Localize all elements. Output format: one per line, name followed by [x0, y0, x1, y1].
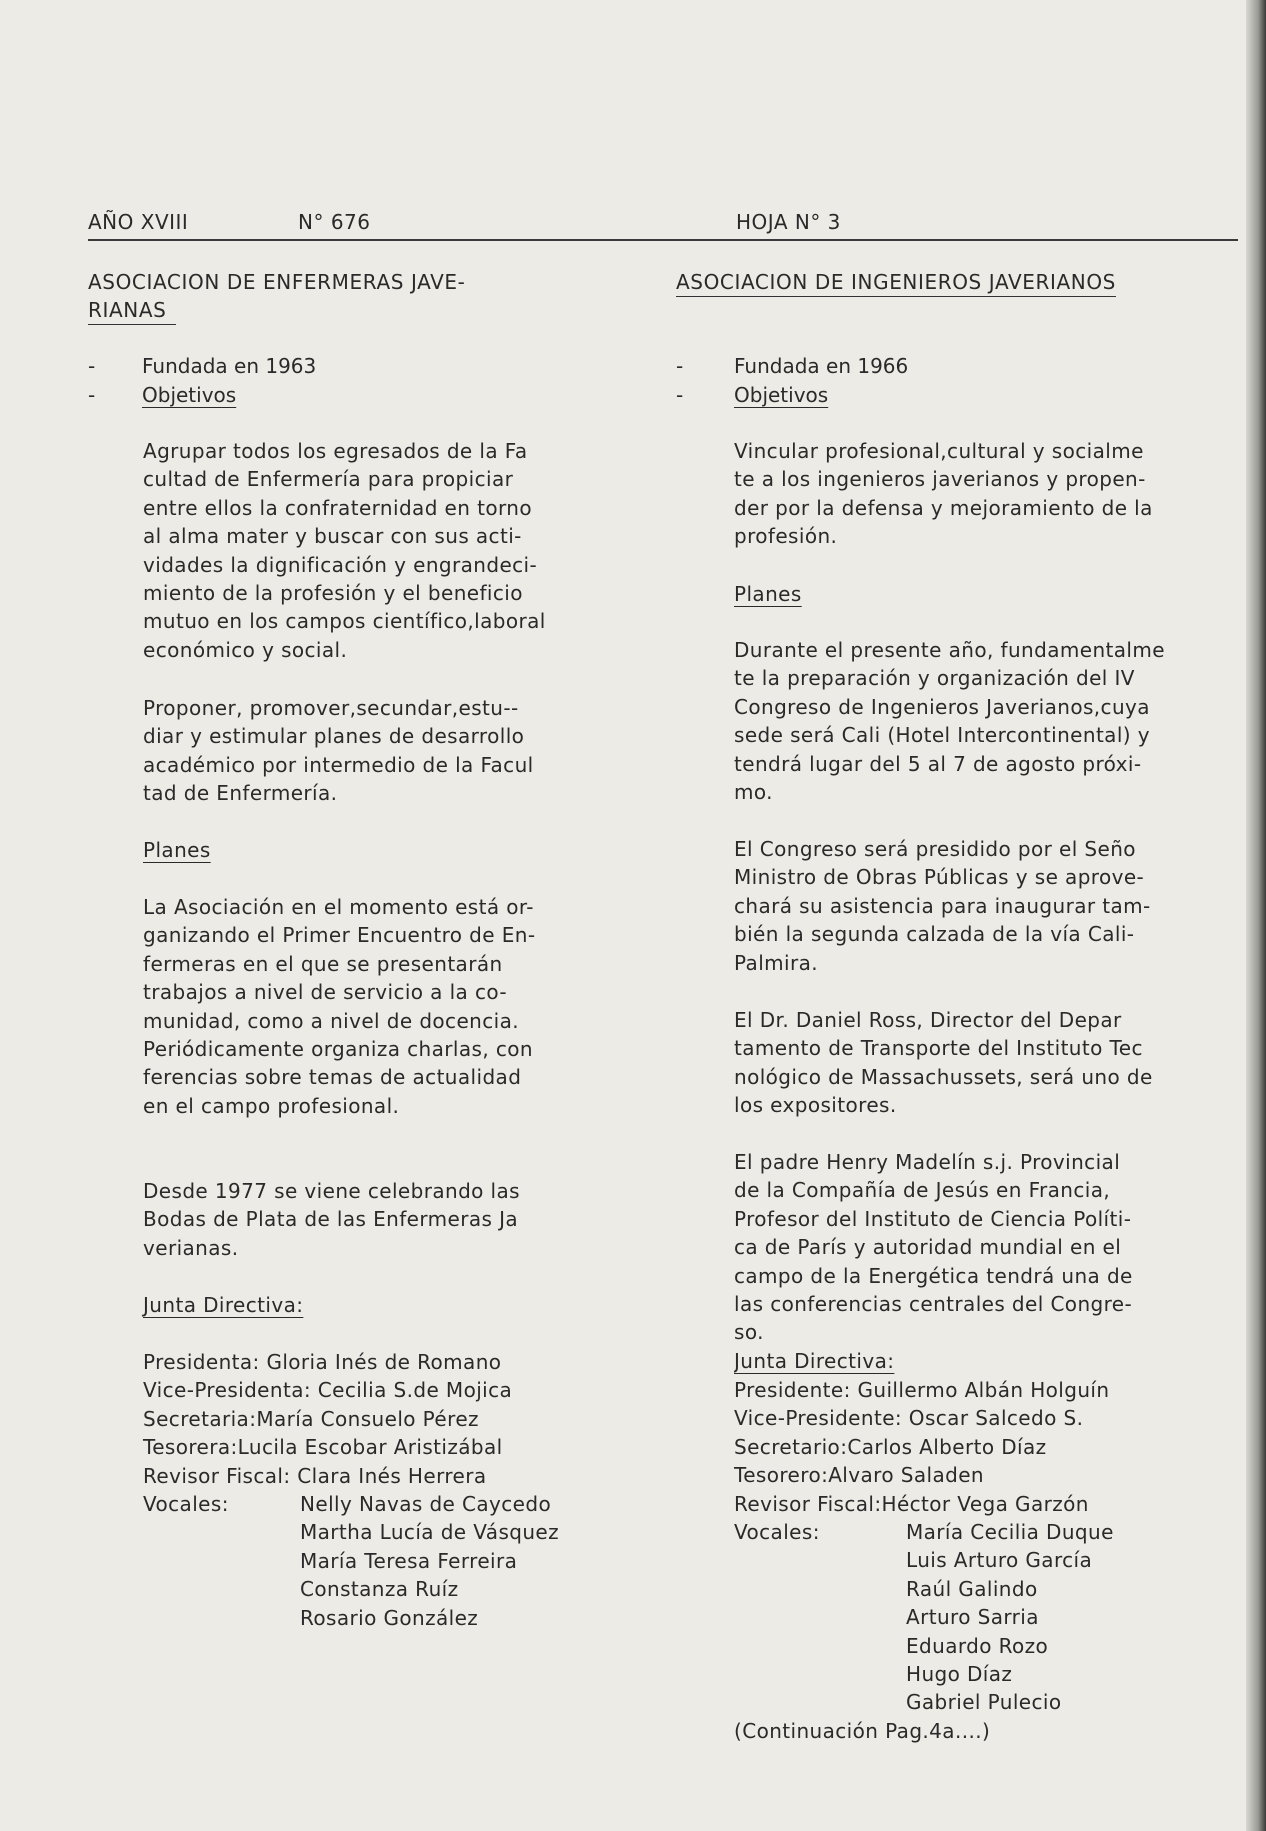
left-vocales-row — [143, 1490, 683, 1518]
right-plans-label: Planes — [734, 582, 802, 606]
right-p4-line: El Dr. Daniel Ross, Director del Depar — [734, 1008, 1122, 1032]
header-number: N° 676 — [298, 210, 371, 234]
left-p4-line: Periódicamente organiza charlas, con — [143, 1037, 533, 1061]
right-p5-line: Profesor del Instituto de Ciencia Políti- — [734, 1206, 1132, 1231]
right-board-member: Tesorero:Alvaro Saladen — [734, 1463, 984, 1488]
right-founded-dash: - — [676, 354, 684, 378]
right-vocales-row — [734, 1632, 1254, 1660]
left-p1-line: Agrupar todos los egresados de la Fa — [143, 439, 528, 463]
right-vocales-row — [734, 1603, 1254, 1631]
left-p3-line: fermeras en el que se presentarán — [143, 951, 503, 976]
left-vocales-row — [143, 1518, 683, 1546]
left-vocal: María Teresa Ferreira — [300, 1548, 518, 1573]
right-board-member: Secretario:Carlos Alberto Díaz — [734, 1434, 1047, 1459]
right-board-member: Revisor Fiscal:Héctor Vega Garzón — [734, 1491, 1089, 1516]
right-p2-line: sede será Cali (Hotel Intercontinental) y — [734, 723, 1150, 748]
left-title-line2: RIANAS — [88, 296, 176, 325]
right-paragraph-3 — [734, 835, 1254, 977]
left-title-line1: ASOCIACION DE ENFERMERAS JAVE- — [88, 270, 466, 294]
left-objectives-label: Objetivos — [142, 383, 237, 407]
right-p2-line: te la preparación y organización del IV — [734, 666, 1135, 691]
right-p3-line: chará su asistencia para inaugurar tam- — [734, 893, 1151, 918]
right-p2-line: Congreso de Ingenieros Javerianos,cuya — [734, 694, 1150, 719]
left-vocales-label: Vocales: — [143, 1492, 229, 1517]
left-board-list — [143, 1348, 683, 1632]
left-vocal: Martha Lucía de Vásquez — [300, 1520, 560, 1545]
left-board-member: Secretaria:María Consuelo Pérez — [143, 1406, 479, 1431]
right-p2-line: tendrá lugar del 5 al 7 de agosto próxi- — [734, 751, 1142, 776]
left-vocal: Rosario González — [300, 1605, 479, 1630]
left-p1-line: mutuo en los campos científico,laboral — [143, 609, 546, 634]
left-founded-dash: - — [88, 354, 96, 378]
right-p5-line: ca de París y autoridad mundial en el — [734, 1235, 1122, 1260]
right-vocal: Eduardo Rozo — [906, 1633, 1049, 1658]
left-founded: Fundada en 1963 — [142, 354, 317, 378]
right-continuation: (Continuación Pag.4a....) — [734, 1718, 991, 1743]
right-p1-line: der por la defensa y mejoramiento de la — [734, 495, 1153, 520]
right-paragraph-5 — [734, 1148, 1254, 1375]
right-vocal: Raúl Galindo — [906, 1576, 1038, 1601]
left-plans-label-block — [143, 836, 683, 864]
left-board-member: Presidenta: Gloria Inés de Romano — [143, 1350, 502, 1374]
right-p1-line: Vincular profesional,cultural y socialme — [734, 439, 1144, 463]
left-objectives-dash: - — [88, 383, 96, 407]
right-board-list — [734, 1376, 1254, 1745]
right-p4-line: nológico de Massachussets, será uno de — [734, 1064, 1153, 1089]
left-paragraph-2 — [143, 694, 683, 808]
right-p3-line: bién la segunda calzada de la vía Cali- — [734, 922, 1135, 947]
right-vocales-label: Vocales: — [734, 1520, 820, 1545]
left-paragraph-1 — [143, 437, 683, 664]
header-sheet: HOJA N° 3 — [736, 210, 841, 234]
right-p5-line: so. — [734, 1320, 764, 1345]
right-vocales-row — [734, 1518, 1254, 1546]
left-p2-line: académico por intermedio de la Facul — [143, 752, 534, 777]
left-p2-line: diar y estimular planes de desarrollo — [143, 724, 525, 749]
page-header — [88, 210, 1238, 242]
left-p5-line: Desde 1977 se viene celebrando las — [143, 1179, 520, 1203]
left-p5-line: Bodas de Plata de las Enfermeras Ja — [143, 1207, 519, 1232]
right-board-member: Presidente: Guillermo Albán Holguín — [734, 1378, 1110, 1402]
left-p3-line: trabajos a nivel de servicio a la co- — [143, 980, 507, 1005]
right-p5-line: El padre Henry Madelín s.j. Provincial — [734, 1150, 1121, 1174]
left-section-title — [88, 268, 465, 325]
left-vocales-row — [143, 1604, 683, 1632]
right-p5-line: las conferencias centrales del Congre- — [734, 1292, 1133, 1317]
right-objectives-label: Objetivos — [734, 383, 829, 407]
right-title: ASOCIACION DE INGENIEROS JAVERIANOS — [676, 268, 1116, 297]
header-year: AÑO XVIII — [88, 210, 189, 234]
right-vocal: Luis Arturo García — [906, 1548, 1093, 1573]
right-p5-line: campo de la Energética tendrá una de — [734, 1263, 1133, 1288]
right-objectives-dash: - — [676, 383, 684, 407]
left-vocal: Constanza Ruíz — [300, 1577, 459, 1602]
right-p5-line: de la Compañía de Jesús en Francia, — [734, 1178, 1111, 1203]
left-p3-line: ganizando el Primer Encuentro de En- — [143, 923, 536, 948]
right-p4-line: los expositores. — [734, 1093, 897, 1118]
right-p3-line: Palmira. — [734, 950, 819, 975]
left-board-member: Tesorera:Lucila Escobar Aristizábal — [143, 1435, 503, 1460]
left-p4-line: ferencias sobre temas de actualidad — [143, 1065, 522, 1090]
left-p1-line: entre ellos la confraternidad en torno — [143, 495, 532, 520]
right-plans-label-block — [734, 580, 1254, 608]
right-p3-line: Ministro de Obras Públicas y se aprove- — [734, 865, 1145, 890]
right-section-title — [676, 268, 1251, 297]
right-paragraph-2 — [734, 636, 1254, 806]
right-p3-line: El Congreso será presidido por el Seño — [734, 837, 1136, 861]
right-board-label: Junta Directiva: — [734, 1348, 895, 1373]
right-board-member: Vice-Presidente: Oscar Salcedo S. — [734, 1406, 1084, 1431]
left-p1-line: al alma mater y buscar con sus acti- — [143, 524, 522, 549]
right-vocales-row — [734, 1660, 1254, 1688]
left-p4-line: en el campo profesional. — [143, 1093, 400, 1118]
left-board-label: Junta Directiva: — [143, 1293, 304, 1317]
left-board-label-block — [143, 1291, 683, 1319]
left-p3-line: La Asociación en el momento está or- — [143, 895, 534, 919]
right-vocales-row — [734, 1575, 1254, 1603]
left-plans-label: Planes — [143, 838, 211, 862]
right-paragraph-1 — [734, 437, 1254, 551]
left-p1-line: cultad de Enfermería para propiciar — [143, 467, 514, 492]
right-p1-line: profesión. — [734, 524, 838, 549]
left-vocal: Nelly Navas de Caycedo — [300, 1492, 552, 1517]
right-p4-line: tamento de Transporte del Instituto Tec — [734, 1036, 1143, 1061]
right-p1-line: te a los ingenieros javerianos y propen- — [734, 467, 1146, 492]
left-paragraph-5 — [143, 1177, 683, 1262]
right-vocal: Arturo Sarria — [906, 1605, 1039, 1630]
left-paragraph-4 — [143, 1035, 683, 1120]
left-vocales-row — [143, 1547, 683, 1575]
left-p1-line: vidades la dignificación y engrandeci- — [143, 552, 538, 577]
left-p1-line: económico y social. — [143, 637, 348, 662]
left-p3-line: munidad, como a nivel de docencia. — [143, 1008, 519, 1033]
left-p2-line: Proponer, promover,secundar,estu-- — [143, 696, 519, 720]
left-p5-line: verianas. — [143, 1235, 239, 1260]
right-vocales-row — [734, 1546, 1254, 1574]
left-p1-line: miento de la profesión y el beneficio — [143, 581, 523, 606]
right-paragraph-4 — [734, 1006, 1254, 1120]
header-rule — [88, 239, 1238, 241]
left-paragraph-3 — [143, 893, 683, 1035]
right-p2-line: mo. — [734, 780, 773, 805]
right-vocales-row — [734, 1688, 1254, 1716]
left-board-member: Revisor Fiscal: Clara Inés Herrera — [143, 1463, 487, 1488]
left-p2-line: tad de Enfermería. — [143, 781, 338, 806]
left-vocales-row — [143, 1575, 683, 1603]
right-p2-line: Durante el presente año, fundamentalme — [734, 638, 1165, 662]
left-board-member: Vice-Presidenta: Cecilia S.de Mojica — [143, 1378, 513, 1403]
right-vocal: María Cecilia Duque — [906, 1520, 1114, 1545]
right-vocal: Hugo Díaz — [906, 1661, 1013, 1686]
right-founded: Fundada en 1966 — [734, 354, 909, 378]
right-vocal: Gabriel Pulecio — [906, 1690, 1062, 1715]
